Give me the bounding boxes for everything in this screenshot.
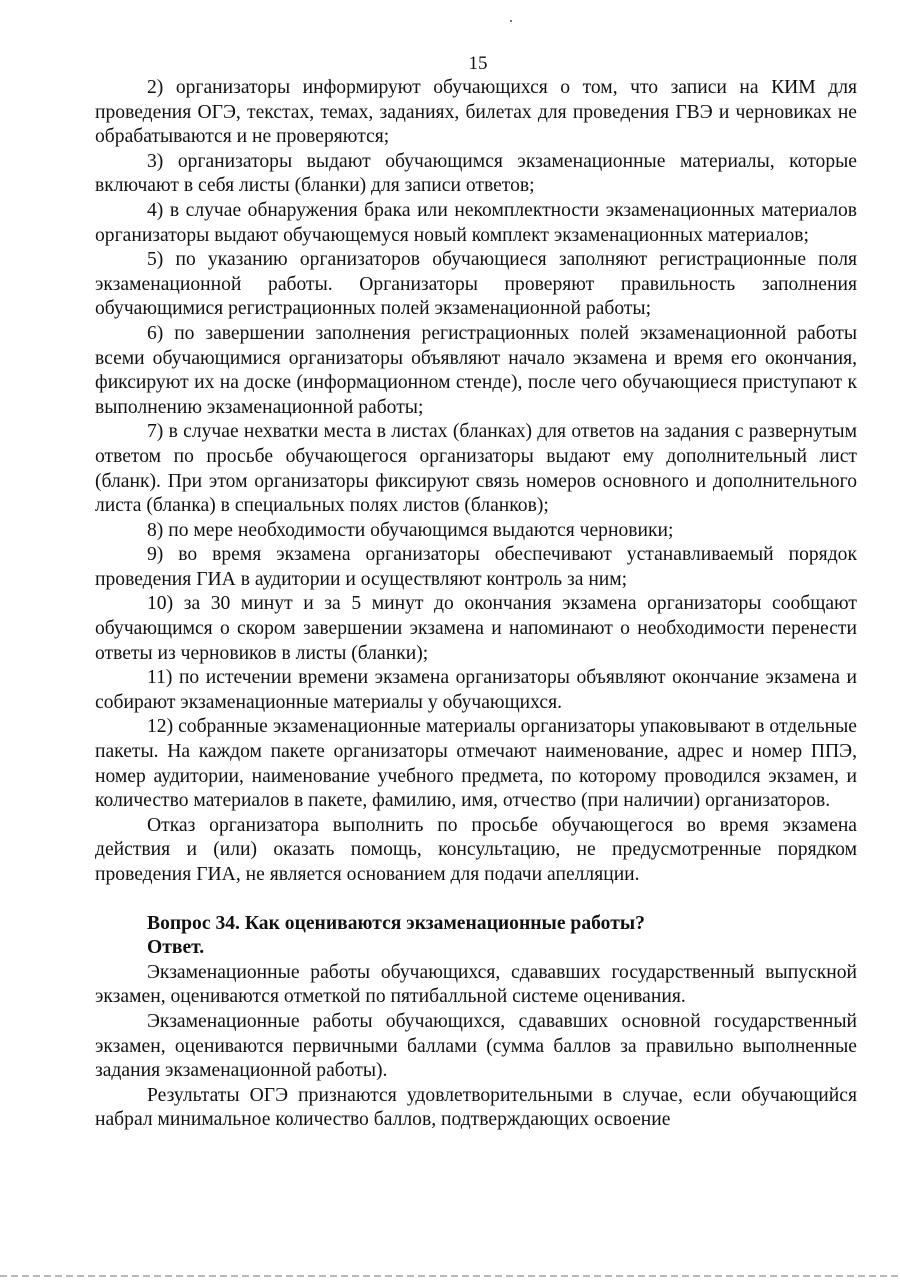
list-item-2: 2) организаторы информируют обучающихся о том, что записи на КИМ для проведения ОГЭ, текстах, темах, заданиях, билетах для проведения ГВЭ и черновиках не обрабатываются и не проверяются; [95, 77, 857, 148]
list-item-11: 11) по истечении времени экзамена организаторы объявляют окончание экзамена и собирают экзаменационные материалы у обучающихся. [95, 667, 857, 713]
answer-paragraph-3: Результаты ОГЭ признаются удовлетворительными в случае, если обучающийся набрал минимальное количество баллов, подтверждающих освоение [95, 1084, 857, 1131]
page-number: 15 [468, 53, 488, 74]
scan-mark [510, 20, 512, 22]
list-item-3: 3) организаторы выдают обучающимся экзаменационные материалы, которые включают в себя листы (бланки) для записи ответов; [95, 150, 857, 197]
question-heading: Вопрос 34. Как оцениваются экзаменационные работы? [147, 912, 645, 934]
answer-label: Ответ. [147, 937, 205, 959]
list-item-6: 6) по завершении заполнения регистрационных полей экзаменационной работы всеми обучающимися организаторы объявляют начало экзамена и время его окончания, фиксируют их на доске (информационном стенде), после чего обучающиеся приступают к выполнению экзаменационной работы; [95, 322, 857, 418]
document-body [95, 76, 857, 1133]
list-item-7: 7) в случае нехватки места в листах (бланках) для ответов на задания с развернутым ответом по просьбе обучающегося организаторы выдают ему дополнительный лист (бланк). При этом организаторы фиксируют связь номеров основного и дополнительного листа (бланка) в специальных полях листов (бланков); [95, 421, 857, 517]
scan-edge-line [0, 1275, 900, 1277]
list-item-12: 12) собранные экзаменационные материалы организаторы упаковывают в отдельные пакеты. На каждом пакете организаторы отмечают наименование, адрес и номер ППЭ, номер аудитории, наименование учебного предмета, по которому проводился экзамен, и количество материалов в пакете, фамилию, имя, отчество (при наличии) организаторов. [95, 716, 857, 812]
list-item-8: 8) по мере необходимости обучающимся выдаются черновики; [147, 519, 674, 541]
list-item-4: 4) в случае обнаружения брака или некомплектности экзаменационных материалов организаторы выдают обучающемуся новый комплект экзаменационных материалов; [95, 199, 857, 246]
refusal-paragraph: Отказ организатора выполнить по просьбе обучающегося во время экзамена действия и (или) оказать помощь, консультацию, не предусмотренные порядком проведения ГИА, не является основанием для подачи апелляции. [95, 814, 857, 885]
answer-paragraph-2: Экзаменационные работы обучающихся, сдававших основной государственный экзамен, оцениваются первичными баллами (сумма баллов за правильно выполненные задания экзаменационной работы). [95, 1010, 857, 1082]
list-item-5: 5) по указанию организаторов обучающиеся заполняют регистрационные поля экзаменационной работы. Организаторы проверяют правильность заполнения обучающимися регистрационных полей экзаменационной работы; [95, 249, 857, 320]
answer-paragraph-1: Экзаменационные работы обучающихся, сдававших государственный выпускной экзамен, оцениваются отметкой по пятибалльной системе оценивания. [95, 961, 857, 1008]
list-item-9: 9) во время экзамена организаторы обеспечивают устанавливаемый порядок проведения ГИА в аудитории и осуществляют контроль за ним; [95, 544, 857, 590]
list-item-10: 10) за 30 минут и за 5 минут до окончания экзамена организаторы сообщают обучающимся о скором завершении экзамена и напоминают о необходимости перенести ответы из черновиков в листы (бланки); [95, 593, 857, 664]
